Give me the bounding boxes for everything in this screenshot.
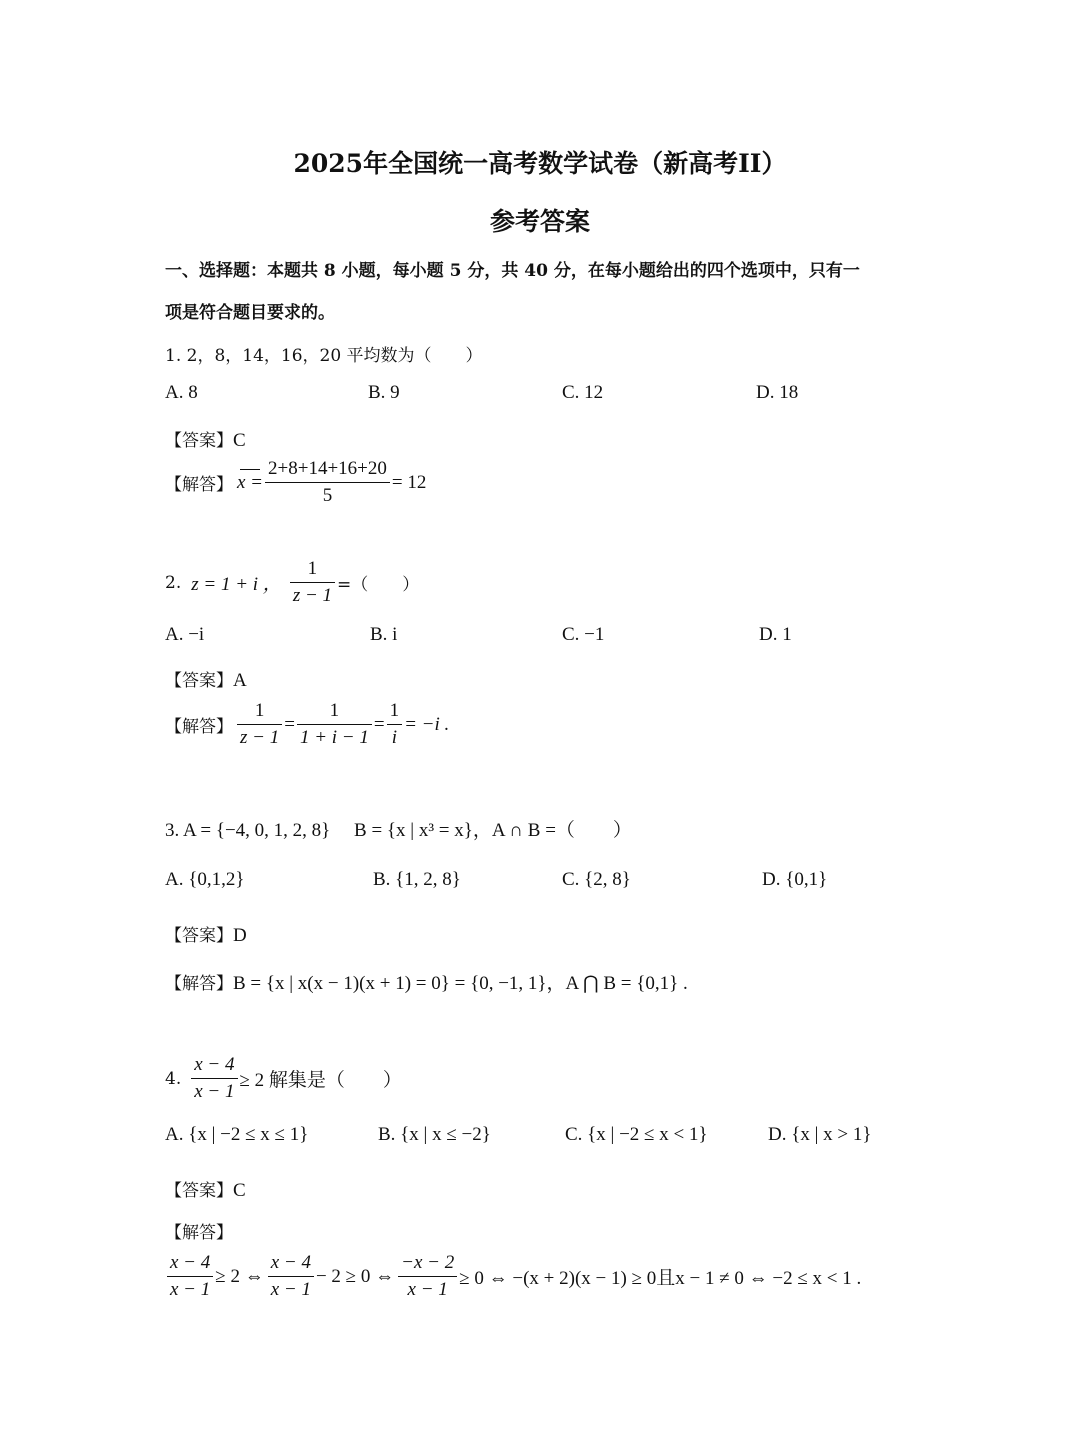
q4-sol-fraction-3 bbox=[398, 1252, 457, 1301]
page-subtitle: 参考答案 bbox=[489, 207, 590, 236]
answer-label: 【答案】 bbox=[165, 1181, 233, 1201]
q3-stem: 3. A = {−4, 0, 1, 2, 8} B = {x | x³ = x}，A ∩ B =（ ） bbox=[165, 820, 632, 841]
q4-stem-fraction bbox=[191, 1054, 237, 1103]
q2-sol-end: = −i . bbox=[404, 713, 450, 735]
q2-sol-f2-denominator: 1 + i − 1 bbox=[299, 727, 369, 748]
q2-sol-f2-numerator: 1 bbox=[297, 700, 372, 725]
q4-stem bbox=[165, 1054, 402, 1103]
q2-sol-f3-denominator: i bbox=[391, 727, 397, 748]
q4-sol-fraction-1 bbox=[167, 1252, 213, 1301]
q1-sol-rhs: = 12 bbox=[391, 471, 427, 493]
q3-solution bbox=[165, 968, 688, 995]
q2-option-a: A. −i bbox=[165, 624, 205, 645]
q2-answer bbox=[165, 666, 247, 692]
q4-sol-fraction-2 bbox=[268, 1252, 314, 1301]
q3-option-d: D. {0,1} bbox=[762, 869, 828, 890]
q4-solution bbox=[165, 1252, 861, 1301]
q2-sol-f1-denominator: z − 1 bbox=[240, 727, 280, 748]
q1-option-a: A. 8 bbox=[165, 382, 198, 403]
q4-sol-t3: ≥ 0 ⇔ −(x + 2)(x − 1) ≥ 0且x − 1 ≠ 0 ⇔ −2 ≤ x < 1 . bbox=[459, 1268, 862, 1289]
q2-sol-f3-numerator: 1 bbox=[387, 700, 403, 725]
q4-sol-t1: ≥ 2 ⇔ bbox=[215, 1265, 264, 1287]
q3-option-c: C. {2, 8} bbox=[562, 869, 631, 890]
section-header-line1: 一、选择题：本题共 8 小题，每小题 5 分，共 40 分，在每小题给出的四个选项中，只有一 bbox=[165, 261, 860, 281]
solution-label: 【解答】 bbox=[165, 974, 233, 994]
q4-answer bbox=[165, 1176, 246, 1202]
q4-option-a: A. {x | −2 ≤ x ≤ 1} bbox=[165, 1124, 309, 1145]
q2-sol-eq-2: = bbox=[373, 713, 385, 735]
q4-solution-label: 【解答】 bbox=[165, 1223, 233, 1243]
q2-option-b: B. i bbox=[370, 624, 398, 645]
q4-answer-value: C bbox=[233, 1180, 246, 1201]
answer-label: 【答案】 bbox=[165, 671, 233, 691]
solution-label: 【解答】 bbox=[165, 717, 233, 737]
q4-option-c: C. {x | −2 ≤ x < 1} bbox=[565, 1124, 708, 1145]
q2-answer-value: A bbox=[233, 670, 247, 691]
q4-stem-numerator: x − 4 bbox=[191, 1054, 237, 1079]
q2-stem-denominator: z − 1 bbox=[292, 585, 333, 606]
q1-sol-denominator: 5 bbox=[322, 485, 333, 506]
q4-sol-f1-denominator: x − 1 bbox=[170, 1279, 211, 1300]
q3-option-b: B. {1, 2, 8} bbox=[373, 869, 461, 890]
q2-stem bbox=[165, 558, 419, 607]
q2-option-d: D. 1 bbox=[759, 624, 792, 645]
page-title: 2025年全国统一高考数学试卷（新高考II） bbox=[293, 149, 787, 178]
answer-label: 【答案】 bbox=[165, 431, 233, 451]
solution-label: 【解答】 bbox=[165, 475, 233, 495]
q3-answer bbox=[165, 921, 247, 947]
q2-sol-eq-1: = bbox=[284, 713, 295, 735]
q2-option-c: C. −1 bbox=[562, 624, 605, 645]
q4-number: 4. bbox=[165, 1068, 182, 1089]
answer-label: 【答案】 bbox=[165, 926, 233, 946]
q2-number: 2. bbox=[165, 572, 182, 593]
q4-stem-denominator: x − 1 bbox=[194, 1081, 235, 1102]
q2-stem-b: =（ ） bbox=[337, 575, 420, 595]
q3-option-a: A. {0,1,2} bbox=[165, 869, 245, 890]
q2-sol-fraction-2 bbox=[297, 700, 372, 749]
q4-option-b: B. {x | x ≤ −2} bbox=[378, 1124, 491, 1145]
q2-sol-fraction-3 bbox=[387, 700, 403, 749]
q4-option-d: D. {x | x > 1} bbox=[768, 1124, 872, 1145]
q1-sol-numerator: 2+8+14+16+20 bbox=[265, 458, 390, 483]
q1-answer bbox=[165, 426, 246, 452]
q2-sol-f1-numerator: 1 bbox=[237, 700, 282, 725]
q4-stem-b: ≥ 2 解集是（ ） bbox=[239, 1070, 402, 1091]
q1-sol-fraction bbox=[265, 458, 390, 507]
q1-option-c: C. 12 bbox=[562, 382, 604, 403]
q4-sol-t2: − 2 ≥ 0 ⇔ bbox=[315, 1265, 395, 1287]
q4-sol-f1-numerator: x − 4 bbox=[167, 1252, 213, 1277]
q1-answer-value: C bbox=[233, 430, 246, 451]
q1-option-b: B. 9 bbox=[368, 382, 400, 403]
q3-answer-value: D bbox=[233, 925, 247, 946]
q4-sol-f3-numerator: −x − 2 bbox=[398, 1252, 457, 1277]
q1-option-d: D. 18 bbox=[756, 382, 799, 403]
q1-stem: 1. 2，8，14，16，20 平均数为（ ） bbox=[165, 346, 483, 366]
q1-solution bbox=[165, 458, 426, 507]
q2-stem-a: z = 1 + i ， bbox=[191, 574, 282, 595]
q4-sol-f2-denominator: x − 1 bbox=[270, 1279, 311, 1300]
q2-stem-numerator: 1 bbox=[290, 558, 335, 583]
q2-sol-fraction-1 bbox=[237, 700, 282, 749]
q1-sol-lhs: x = bbox=[237, 471, 264, 493]
q4-sol-f2-numerator: x − 4 bbox=[268, 1252, 314, 1277]
q3-solution-text: B = {x | x(x − 1)(x + 1) = 0} = {0, −1, 1}，A ⋂ B = {0,1} . bbox=[233, 973, 688, 994]
q4-sol-f3-denominator: x − 1 bbox=[407, 1279, 448, 1300]
q2-solution bbox=[165, 700, 449, 749]
q2-stem-fraction bbox=[290, 558, 335, 607]
section-header-line2: 项是符合题目要求的。 bbox=[165, 303, 335, 323]
